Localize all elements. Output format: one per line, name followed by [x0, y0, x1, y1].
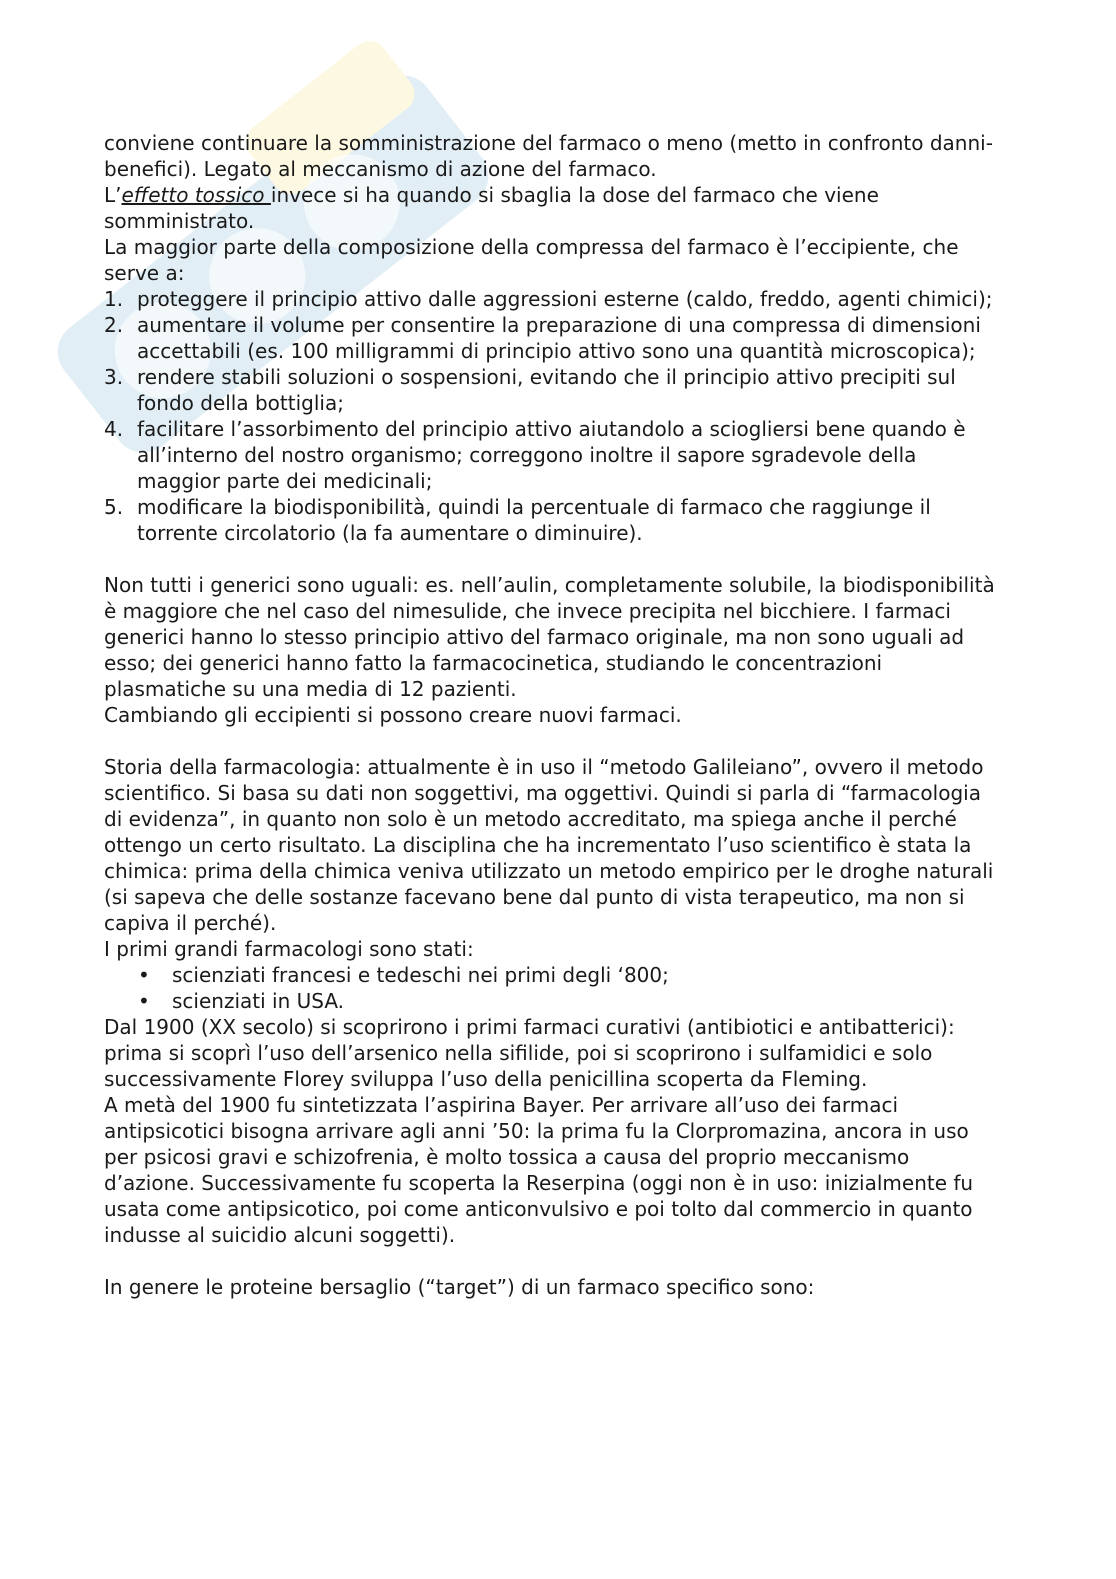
spacer	[104, 728, 1004, 754]
list-item	[104, 494, 1004, 546]
list-text: scienziati in USA.	[172, 989, 345, 1013]
list-text: aumentare il volume per consentire la preparazione di una compressa di dimensioni accettabili (es. 100 milligrammi di principio attivo sono una quantità microscopica);	[137, 313, 981, 363]
list-text: proteggere il principio attivo dalle aggressioni esterne (caldo, freddo, agenti chimici);	[137, 287, 993, 311]
excipients-note: Cambiando gli eccipienti si possono creare nuovi farmaci.	[104, 703, 682, 727]
spacer	[104, 546, 1004, 572]
toxic-effect-paragraph	[104, 182, 1004, 234]
bullet-icon: •	[138, 963, 150, 987]
list-item	[104, 988, 1004, 1014]
list-item	[104, 416, 1004, 494]
list-text: facilitare l’assorbimento del principio attivo aiutandolo a sciogliersi bene quando è all’interno del nostro organismo; correggono inoltre il sapore sgradevole della maggior parte dei medicinali;	[137, 417, 966, 493]
toxic-effect-rest: invece si ha quando si sbaglia la dose del farmaco che viene somministrato.	[104, 183, 879, 233]
bullet-icon: •	[138, 989, 150, 1013]
list-number: 3.	[104, 365, 124, 389]
history-paragraph: Storia della farmacologia: attualmente è in uso il “metodo Galileiano”, ovvero il metodo scientifico. Si basa su dati non soggettivi, ma oggettivi. Quindi si parla di “farmacologia di evidenza”, in quanto non solo è un metodo accreditato, ma spiega anche il perché ottengo un certo risultato. La disciplina che ha incrementato l’uso scientifico è stata la chimica: prima della chimica veniva utilizzato un metodo empirico per le droghe naturali (si sapeva che delle sostanze facevano bene dal punto di vista terapeutico, ma non si capiva il perché).	[104, 755, 994, 935]
targets-intro: In genere le proteine bersaglio (“target”) di un farmaco specifico sono:	[104, 1275, 815, 1299]
list-number: 4.	[104, 417, 124, 441]
l-apostrophe: L’	[104, 183, 122, 207]
pharmacologists-list	[104, 962, 1004, 1014]
list-text: rendere stabili soluzioni o sospensioni, evitando che il principio attivo precipiti sul fondo della bottiglia;	[137, 365, 956, 415]
toxic-effect-term: effetto tossico	[121, 183, 271, 207]
list-item	[104, 962, 1004, 988]
list-number: 5.	[104, 495, 124, 519]
list-item	[104, 312, 1004, 364]
list-number: 2.	[104, 313, 124, 337]
list-text: modificare la biodisponibilità, quindi la percentuale di farmaco che raggiunge il torrente circolatorio (la fa aumentare o diminuire).	[137, 495, 931, 545]
spacer	[104, 1248, 1004, 1274]
list-number: 1.	[104, 287, 124, 311]
intro-continuation: conviene continuare la somministrazione del farmaco o meno (metto in confronto danni-benefici). Legato al meccanismo di azione del farmaco.	[104, 131, 993, 181]
excipient-intro: La maggior parte della composizione della compressa del farmaco è l’eccipiente, che serve a:	[104, 235, 959, 285]
pharmacologists-intro: I primi grandi farmacologi sono stati:	[104, 937, 474, 961]
generics-paragraph: Non tutti i generici sono uguali: es. nell’aulin, completamente solubile, la biodisponibilità è maggiore che nel caso del nimesulide, che invece precipita nel bicchiere. I farmaci generici hanno lo stesso principio attivo del farmaco originale, ma non sono uguali ad esso; dei generici hanno fatto la farmacocinetica, studiando le concentrazioni plasmatiche su una media di 12 pazienti.	[104, 573, 995, 701]
century-1900-paragraph: Dal 1900 (XX secolo) si scoprirono i primi farmaci curativi (antibiotici e antibatterici): prima si scoprì l’uso dell’arsenico nella sifilide, poi si scoprirono i sulfamidici e solo successivamente Florey sviluppa l’uso della penicillina scoperta da Fleming.	[104, 1015, 955, 1091]
document-page	[104, 130, 1004, 1300]
aspirin-paragraph: A metà del 1900 fu sintetizzata l’aspirina Bayer. Per arrivare all’uso dei farmaci antipsicotici bisogna arrivare agli anni ’50: la prima fu la Clorpromazina, ancora in uso per psicosi gravi e schizofrenia, è molto tossica a causa del proprio meccanismo d’azione. Successivamente fu scoperta la Reserpina (oggi non è in uso: inizialmente fu usata come antipsicotico, poi come anticonvulsivo e poi tolto dal commercio in quanto indusse al suicidio alcuni soggetti).	[104, 1093, 974, 1247]
list-text: scienziati francesi e tedeschi nei primi degli ‘800;	[172, 963, 669, 987]
list-item	[104, 286, 1004, 312]
excipient-list	[104, 286, 1004, 546]
list-item	[104, 364, 1004, 416]
